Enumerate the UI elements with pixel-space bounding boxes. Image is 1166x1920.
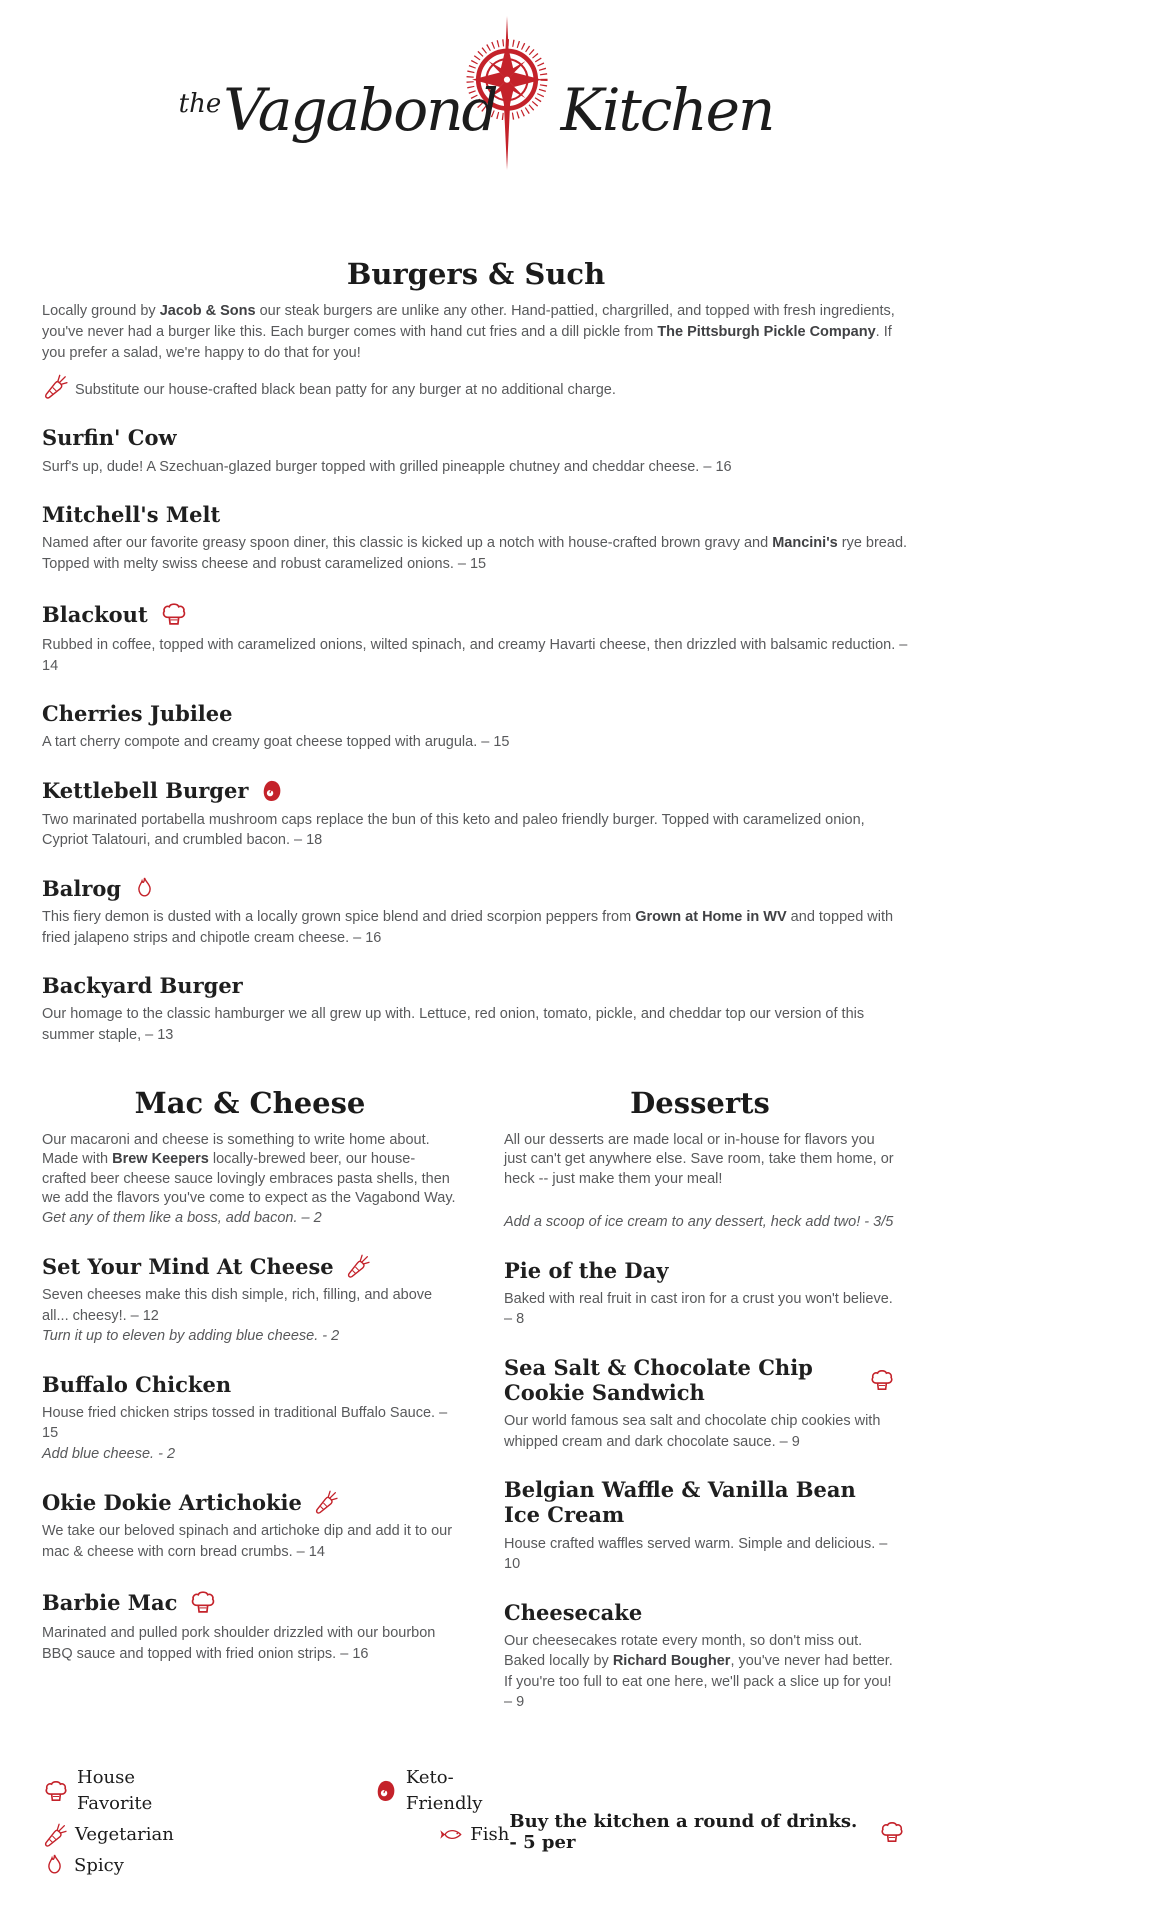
legend-keto-friendly: [373, 1765, 509, 1817]
item-description: House crafted waffles served warm. Simple and delicious. – 10: [504, 1535, 888, 1573]
legend-column-1: [42, 1765, 193, 1879]
item-note: Add blue cheese. - 2: [42, 1445, 176, 1462]
legend-house-favorite: [42, 1765, 193, 1817]
item-name: Balrog: [42, 875, 122, 901]
item-description: House fried chicken strips tossed in traditional Buffalo Sauce. – 15: [42, 1404, 448, 1442]
chef-hat-icon: [159, 599, 189, 629]
carrot-icon: [313, 1489, 339, 1515]
menu-item-blackout: [42, 599, 910, 676]
drinks-note-text: Buy the kitchen a round of drinks. - 5 per: [509, 1810, 858, 1853]
legend-fish: [438, 1822, 509, 1848]
item-description: Our homage to the classic hamburger we all grew up with. Lettuce, red onion, tomato, pickle, and cheddar top our version of this summer staple, – 13: [42, 1006, 865, 1043]
item-description: A tart cherry compote and creamy goat cheese topped with arugula. – 15: [42, 734, 510, 751]
carrot-icon: [42, 373, 69, 400]
icon-legend: [42, 1765, 910, 1879]
section-burgers: [42, 258, 910, 1045]
item-description: Our cheesecakes rotate every month, so don't miss out. Baked locally by Richard Bougher, you've never had better. If you're too full to eat one here, we'll pack a slice up for you! – 9: [504, 1632, 893, 1711]
item-name: Set Your Mind At Cheese: [42, 1253, 334, 1279]
chef-hat-icon: [878, 1818, 906, 1846]
item-description: Seven cheeses make this dish simple, rich, filling, and above all... cheesy!. – 12: [42, 1287, 433, 1324]
menu-item-cheesecake: [504, 1600, 896, 1713]
burgers-section-title: Burgers & Such: [346, 257, 606, 291]
menu-item-buffalo-chicken: [42, 1372, 458, 1465]
item-description: Baked with real fruit in cast iron for a crust you won't believe. – 8: [504, 1290, 893, 1328]
item-description: This fiery demon is dusted with a locally grown spice blend and dried scorpion peppers from Grown at Home in WV and topped with fried jalapeno strips and chipotle cream cheese. – 16: [42, 909, 894, 946]
section-mac-and-cheese: [42, 1087, 458, 1712]
spicy-flame-icon: [132, 876, 157, 901]
menu-item-pie-of-the-day: [504, 1258, 896, 1330]
menu-item-backyard-burger: [42, 973, 910, 1045]
logo-word-kitchen: Kitchen: [560, 76, 774, 144]
desserts-intro-note: Add a scoop of ice cream to any dessert, heck add two! - 3/5: [504, 1214, 894, 1231]
keto-friendly-icon: [373, 1778, 399, 1804]
legend-label: Keto-Friendly: [405, 1766, 483, 1814]
mac-section-title: Mac & Cheese: [134, 1086, 366, 1121]
substitute-note-text: Substitute our house-crafted black bean patty for any burger at no additional charge.: [75, 382, 616, 399]
menu-item-cherries-jubilee: [42, 701, 910, 753]
item-name: Mitchell's Melt: [42, 502, 221, 528]
legend-vegetarian: [42, 1822, 193, 1848]
menu-item-set-your-mind-at-cheese: [42, 1253, 458, 1347]
legend-column-2: [373, 1765, 509, 1848]
item-name: Barbie Mac: [42, 1589, 178, 1615]
item-name: Kettlebell Burger: [42, 778, 249, 804]
item-name: Cheesecake: [504, 1599, 643, 1625]
item-description: Marinated and pulled pork shoulder drizzled with our bourbon BBQ sauce and topped with fried onion strips. – 16: [42, 1625, 436, 1662]
restaurant-logo: [42, 0, 910, 218]
mac-intro: Our macaroni and cheese is something to write home about. Made with Brew Keepers locally-brewed beer, our house-crafted beer cheese sauce lovingly embraces pasta shells, then we add the flavors you've come to expect as the Vagabond Way.: [42, 1131, 456, 1207]
chef-hat-icon: [42, 1777, 70, 1805]
fish-icon: [438, 1822, 463, 1847]
item-description: Rubbed in coffee, topped with caramelized onions, wilted spinach, and creamy Havarti cheese, then drizzled with balsamic reduction. – 14: [42, 637, 908, 674]
menu-item-barbie-mac: [42, 1587, 458, 1664]
legend-label: Fish: [470, 1823, 510, 1845]
legend-label: House Favorite: [77, 1766, 153, 1814]
chef-hat-icon: [868, 1366, 896, 1394]
desserts-section-title: Desserts: [630, 1086, 770, 1121]
item-note: Turn it up to eleven by adding blue cheese. - 2: [42, 1328, 340, 1345]
menu-item-belgian-waffle: [504, 1477, 896, 1574]
menu-item-mitchells-melt: [42, 502, 910, 574]
item-name: Cherries Jubilee: [42, 701, 233, 727]
item-name: Pie of the Day: [504, 1257, 669, 1283]
item-name: Sea Salt & Chocolate Chip Cookie Sandwich: [504, 1354, 813, 1405]
item-name: Buffalo Chicken: [42, 1371, 232, 1397]
spicy-flame-icon: [42, 1853, 67, 1878]
item-name: Okie Dokie Artichokie: [42, 1489, 302, 1515]
substitute-note: [42, 373, 910, 400]
item-description: We take our beloved spinach and artichoke dip and add it to our mac & cheese with corn bread crumbs. – 14: [42, 1523, 453, 1560]
menu-item-surfin-cow: [42, 425, 910, 477]
legend-label: Spicy: [74, 1854, 124, 1876]
item-description: Two marinated portabella mushroom caps replace the bun of this keto and paleo friendly burger. Topped with caramelized onion, Cypriot Talatouri, and crumbled bacon. – 18: [42, 811, 865, 849]
item-description: Surf's up, dude! A Szechuan-glazed burger topped with grilled pineapple chutney and cheddar cheese. – 16: [42, 458, 732, 475]
menu-item-kettlebell-burger: [42, 778, 910, 851]
item-name: Blackout: [42, 601, 148, 627]
menu-item-okie-dokie-artichokie: [42, 1489, 458, 1562]
item-description: Named after our favorite greasy spoon diner, this classic is kicked up a notch with house-crafted brown gravy and Mancini's rye bread. Topped with melty swiss cheese and robust caramelized onions. – 15: [42, 535, 908, 572]
menu-item-cookie-sandwich: [504, 1355, 896, 1452]
burgers-intro: Locally ground by Jacob & Sons our steak burgers are unlike any other. Hand-pattied, chargrilled, and topped with fresh ingredients, you've never had a burger like this. Each burger comes with hand cut fries and a dill pickle from The Pittsburgh Pickle Company. If you prefer a salad, we're happy to do that for you!: [42, 303, 895, 362]
item-description: Our world famous sea salt and chocolate chip cookies with whipped cream and dark chocolate sauce. – 9: [504, 1413, 881, 1450]
logo-wordmark: [179, 76, 774, 144]
keto-friendly-icon: [259, 778, 285, 804]
item-name: Backyard Burger: [42, 973, 243, 999]
carrot-icon: [42, 1822, 68, 1848]
legend-spicy: [42, 1853, 193, 1879]
desserts-intro: All our desserts are made local or in-house for flavors you just can't get anywhere else. Save room, take them home, or heck -- just make them your meal!: [504, 1131, 894, 1187]
mac-intro-note: Get any of them like a boss, add bacon. – 2: [42, 1209, 322, 1226]
item-name: Surfin' Cow: [42, 425, 177, 451]
menu-item-balrog: [42, 876, 910, 948]
carrot-icon: [345, 1253, 371, 1279]
chef-hat-icon: [188, 1587, 218, 1617]
drinks-note: [509, 1811, 910, 1853]
legend-label: Vegetarian: [75, 1823, 174, 1845]
logo-the: the: [178, 89, 222, 119]
logo-word-vagabond: Vagabond: [223, 76, 497, 144]
item-name: Belgian Waffle & Vanilla Bean Ice Cream: [504, 1477, 856, 1528]
section-desserts: [504, 1087, 896, 1712]
